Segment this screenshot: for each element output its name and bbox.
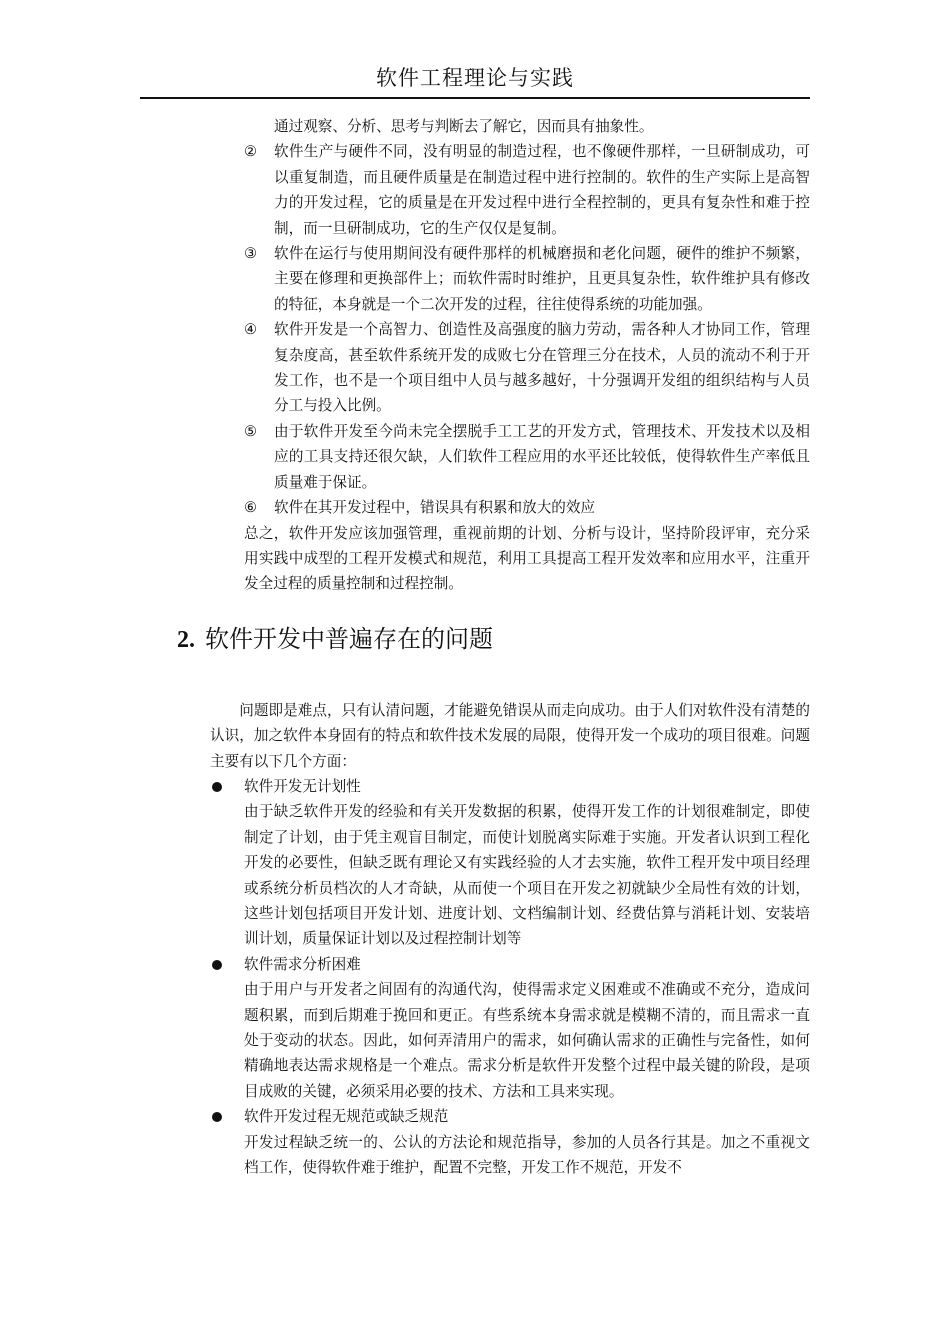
bullet-dot-icon: [212, 1112, 222, 1122]
item-marker: ②: [244, 143, 258, 161]
bullet-dot-icon: [212, 960, 222, 970]
summary-paragraph: 总之，软件开发应该加强管理，重视前期的计划、分析与设计，坚持阶段评审，充分采用实践中成型的工程开发模式和规范，利用工具提高工程开发效率和应用水平，注重开发全过程的质量控制和过程控制。: [244, 524, 810, 593]
bullet-title: 软件开发无计划性: [244, 777, 361, 795]
bullet-title: 软件开发过程无规范或缺乏规范: [244, 1108, 449, 1126]
item-marker: ⑤: [244, 422, 258, 440]
section-intro: 问题即是难点，只有认清问题，才能避免错误从而走向成功。由于人们对软件没有清楚的认识，加之软件本身固有的特点和软件技术发展的局限，使得开发一个成功的项目很难。问题主要有以下几个方面：: [210, 701, 810, 770]
bullet-body: 由于缺乏软件开发的经验和有关开发数据的积累，使得开发工作的计划很难制定，即使制定了计划，由于凭主观盲目制定，而使计划脱离实际难于实施。开发者认识到工程化开发的必要性，但缺乏既有理论又有实践经验的人才去实施，软件工程开发中项目经理或系统分析员档次的人才奇缺，从而使一个项目在开发之初就缺少全局性有效的计划，这些计划包括项目开发计划、进度计划、文档编制计划、经费估算与消耗计划、安装培训计划，质量保证计划以及过程控制计划等: [244, 803, 810, 948]
numbered-item: [244, 495, 810, 520]
bullet-title: 软件需求分析困难: [244, 955, 361, 973]
item-marker: ⑥: [244, 499, 258, 517]
bullet-item: [244, 774, 810, 799]
bullet-body: 由于用户与开发者之间固有的沟通代沟，使得需求定义困难或不准确或不充分，造成问题积累，而到后期难于挽回和更正。有些系统本身需求就是模糊不清的，而且需求一直处于变动的状态。因此，如何弄清用户的需求，如何确认需求的正确性与完备性，如何精确地表达需求规格是一个难点。需求分析是软件开发整个过程中最关键的阶段，是项目成败的关键，必须采用必要的技术、方法和工具来实现。: [244, 981, 810, 1100]
item-text: 软件在其开发过程中，错误具有积累和放大的效应: [274, 499, 596, 517]
item-text: 由于软件开发至今尚未完全摆脱手工工艺的开发方式，管理技术、开发技术以及相应的工具支持还很欠缺，人们软件工程应用的水平还比较低，使得软件生产率低且质量难于保证。: [274, 422, 810, 491]
section-heading: [177, 623, 950, 656]
numbered-item: [244, 317, 810, 419]
page-header-title: 软件工程理论与实践: [376, 66, 574, 90]
section-number: 2.: [177, 626, 195, 653]
bullet-item: [244, 1104, 810, 1129]
page-content: [0, 114, 950, 1180]
header-rule: [140, 97, 810, 99]
item-text: 软件生产与硬件不同，没有明显的制造过程，也不像硬件那样，一旦研制成功，可以重复制造，而且硬件质量是在制造过程中进行控制的。软件的生产实际上是高智力的开发过程，它的质量是在开发过程中进行全程控制的，更具有复杂性和难于控制，而一旦研制成功，它的生产仅仅是复制。: [274, 143, 810, 237]
numbered-item: [244, 139, 810, 241]
item-marker: ③: [244, 245, 258, 263]
item-text: 软件开发是一个高智力、创造性及高强度的脑力劳动，需各种人才协同工作，管理复杂度高，甚至软件系统开发的成败七分在管理三分在技术，人员的流动不利于开发工作，也不是一个项目组中人员与越多越好，十分强调开发组的组织结构与人员分工与投入比例。: [274, 321, 810, 415]
item-text: 软件在运行与使用期间没有硬件那样的机械磨损和老化问题，硬件的维护不频繁，主要在修理和更换部件上；而软件需时时维护，且更具复杂性，软件维护具有修改的特征，本身就是一个二次开发的过程，往往使得系统的功能加强。: [274, 245, 810, 313]
bullet-dot-icon: [212, 782, 222, 792]
bullet-body: 开发过程缺乏统一的、公认的方法论和规范指导，参加的人员各行其是。加之不重视文档工作，使得软件难于维护，配置不完整，开发工作不规范，开发不: [244, 1133, 810, 1177]
item-marker: ④: [244, 321, 258, 339]
numbered-item: [244, 241, 810, 317]
section-title: 软件开发中普遍存在的问题: [205, 624, 493, 653]
continuation-paragraph: 通过观察、分析、思考与判断去了解它，因而具有抽象性。: [274, 118, 654, 135]
numbered-item: [244, 419, 810, 495]
bullet-item: [244, 952, 810, 977]
